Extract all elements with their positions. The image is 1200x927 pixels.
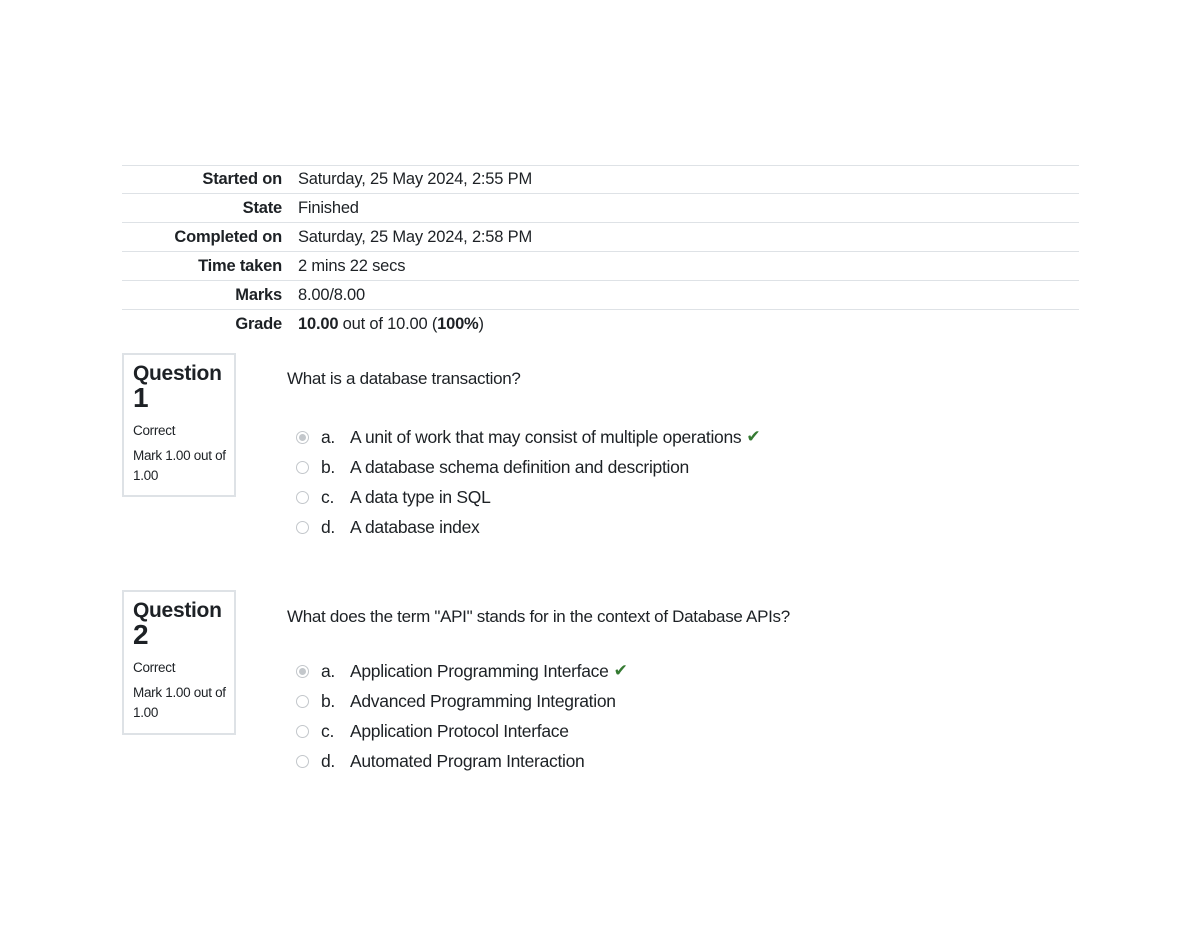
answer-text: Advanced Programming Integration [350,690,616,711]
question-info-box [122,353,236,497]
summary-row-completed [122,223,1079,252]
summary-row-state [122,194,1079,223]
answer-letter: d. [321,516,335,537]
correct-check-icon: ✔ [746,427,761,446]
radio-selected-icon[interactable] [296,665,309,678]
answer-letter: c. [321,720,335,741]
attempt-summary-table [122,165,1079,338]
answer-text: Application Protocol Interface [350,720,569,741]
summary-value: Saturday, 25 May 2024, 2:55 PM [298,170,532,188]
correct-check-icon: ✔ [613,661,628,680]
answer-option-a[interactable] [296,656,628,686]
summary-row-time-taken [122,252,1079,281]
answer-option-d[interactable] [296,746,628,776]
radio-selected-icon[interactable] [296,431,309,444]
answer-text: A data type in SQL [350,486,491,507]
summary-row-started [122,166,1079,194]
answer-letter: a. [321,660,335,681]
answer-text: A unit of work that may consist of multiple operations [350,426,742,447]
question-number: 2 [133,619,149,650]
grade-close: ) [478,314,484,333]
question-mark: Mark 1.00 out of 1.00 [133,448,226,483]
summary-value: 8.00/8.00 [298,285,366,304]
question-label: Question 2 [133,600,226,648]
radio-unselected-icon[interactable] [296,725,309,738]
answer-text: A database schema definition and description [350,456,689,477]
summary-label: Time taken [198,256,282,275]
answer-option-c[interactable] [296,716,628,746]
radio-unselected-icon[interactable] [296,695,309,708]
question-state: Correct [133,423,176,438]
answer-letter: c. [321,486,335,507]
summary-label: Completed on [174,227,282,246]
question-mark: Mark 1.00 out of 1.00 [133,685,226,720]
answer-option-d[interactable] [296,512,760,542]
summary-row-marks [122,281,1079,310]
summary-value [298,310,1079,339]
question-text: What is a database transaction? [287,369,521,388]
answer-option-c[interactable] [296,482,760,512]
summary-label: Started on [202,170,282,188]
answer-text: Automated Program Interaction [350,750,585,771]
summary-value: Finished [298,198,359,217]
answer-letter: d. [321,750,335,771]
answer-list [296,656,628,776]
answer-letter: b. [321,456,335,477]
answer-option-b[interactable] [296,686,628,716]
radio-unselected-icon[interactable] [296,755,309,768]
answer-option-a[interactable] [296,422,760,452]
question-info-box [122,590,236,735]
question-label: Question 1 [133,363,226,411]
answer-letter: b. [321,690,335,711]
radio-unselected-icon[interactable] [296,461,309,474]
answer-letter: a. [321,426,335,447]
answer-text: A database index [350,516,480,537]
radio-unselected-icon[interactable] [296,521,309,534]
answer-text: Application Programming Interface [350,660,609,681]
question-state: Correct [133,660,176,675]
question-number: 1 [133,382,149,413]
question-text: What does the term "API" stands for in the context of Database APIs? [287,607,790,626]
summary-label: State [242,198,282,217]
summary-label: Marks [235,285,282,304]
summary-label: Grade [235,314,282,333]
grade-score: 10.00 [298,314,339,333]
summary-value: Saturday, 25 May 2024, 2:58 PM [298,227,532,246]
grade-out-of: out of 10.00 ( [338,314,438,333]
grade-percent: 100% [437,314,479,333]
answer-option-b[interactable] [296,452,760,482]
answer-list [296,422,760,542]
summary-row-grade [122,310,1079,339]
radio-unselected-icon[interactable] [296,491,309,504]
summary-value: 2 mins 22 secs [298,256,406,275]
